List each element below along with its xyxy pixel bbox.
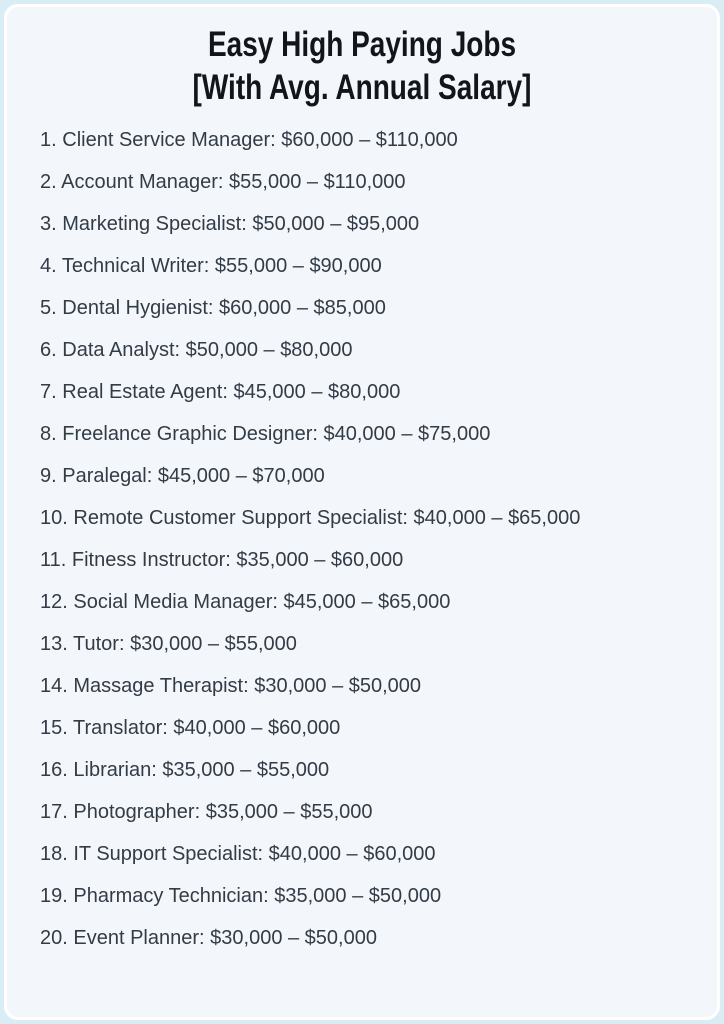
- job-item-number: 13.: [40, 633, 68, 655]
- job-item-number: 2.: [40, 171, 57, 193]
- job-list-item: [40, 119, 701, 161]
- job-item-salary-range: $30,000 – $50,000: [254, 675, 422, 697]
- job-item-number: 20.: [40, 927, 68, 949]
- job-list-item: [40, 917, 701, 959]
- job-list-item: [40, 791, 701, 833]
- job-item-salary-range: $50,000 – $80,000: [185, 339, 353, 361]
- job-item-number: 14.: [40, 675, 68, 697]
- job-item-salary-range: $40,000 – $65,000: [413, 507, 581, 529]
- job-item-title: Librarian:: [73, 759, 157, 781]
- job-list-item: [40, 245, 701, 287]
- job-item-number: 7.: [40, 381, 57, 403]
- job-item-title: Marketing Specialist:: [62, 213, 247, 235]
- job-item-title: Social Media Manager:: [73, 591, 278, 613]
- job-item-number: 3.: [40, 213, 57, 235]
- page-title: [78, 23, 646, 109]
- job-item-salary-range: $35,000 – $55,000: [162, 759, 330, 781]
- job-list-item: [40, 749, 701, 791]
- job-item-number: 17.: [40, 801, 68, 823]
- job-list-item: [40, 455, 701, 497]
- job-item-number: 12.: [40, 591, 68, 613]
- job-item-title: Tutor:: [73, 633, 125, 655]
- job-item-number: 15.: [40, 717, 68, 739]
- job-list: [7, 119, 717, 959]
- job-item-title: IT Support Specialist:: [73, 843, 264, 865]
- job-item-salary-range: $50,000 – $95,000: [252, 213, 420, 235]
- job-list-item: [40, 539, 701, 581]
- job-item-title: Account Manager:: [61, 171, 224, 193]
- job-item-number: 8.: [40, 423, 57, 445]
- job-item-salary-range: $30,000 – $55,000: [130, 633, 297, 655]
- job-list-item: [40, 329, 701, 371]
- job-item-number: 10.: [40, 507, 68, 529]
- job-item-title: Data Analyst:: [62, 339, 181, 361]
- job-item-salary-range: $35,000 – $60,000: [236, 549, 404, 571]
- job-item-title: Fitness Instructor:: [71, 549, 231, 571]
- job-item-title: Translator:: [73, 717, 168, 739]
- job-item-title: Paralegal:: [62, 465, 153, 487]
- job-item-title: Pharmacy Technician:: [73, 885, 269, 907]
- job-list-item: [40, 497, 701, 539]
- page-title-line-2: [With Avg. Annual Salary]: [192, 68, 532, 107]
- job-item-salary-range: $55,000 – $110,000: [229, 171, 406, 193]
- job-item-number: 6.: [40, 339, 57, 361]
- job-item-title: Massage Therapist:: [73, 675, 249, 697]
- job-list-item: [40, 623, 701, 665]
- job-item-salary-range: $40,000 – $75,000: [323, 423, 491, 445]
- job-item-title: Technical Writer:: [61, 255, 210, 277]
- job-item-salary-range: $55,000 – $90,000: [214, 255, 382, 277]
- job-item-salary-range: $60,000 – $85,000: [219, 297, 386, 319]
- content-card: [4, 4, 720, 1020]
- job-list-item: [40, 161, 701, 203]
- job-item-title: Remote Customer Support Specialist:: [73, 507, 408, 529]
- job-list-item: [40, 875, 701, 917]
- job-item-number: 5.: [40, 297, 57, 319]
- job-item-number: 1.: [40, 129, 57, 151]
- job-list-item: [40, 833, 701, 875]
- job-item-title: Client Service Manager:: [62, 129, 276, 151]
- job-item-salary-range: $45,000 – $70,000: [157, 465, 325, 487]
- job-item-number: 4.: [40, 255, 57, 277]
- job-list-item: [40, 287, 701, 329]
- job-item-salary-range: $35,000 – $55,000: [205, 801, 373, 823]
- job-item-number: 16.: [40, 759, 68, 781]
- job-item-salary-range: $60,000 – $110,000: [281, 129, 458, 151]
- job-list-item: [40, 413, 701, 455]
- job-item-salary-range: $40,000 – $60,000: [268, 843, 436, 865]
- job-item-salary-range: $45,000 – $80,000: [233, 381, 401, 403]
- page-title-line-1: Easy High Paying Jobs: [207, 25, 517, 64]
- job-item-salary-range: $45,000 – $65,000: [283, 591, 451, 613]
- job-item-salary-range: $35,000 – $50,000: [274, 885, 442, 907]
- job-list-item: [40, 581, 701, 623]
- job-item-number: 19.: [40, 885, 68, 907]
- job-item-title: Freelance Graphic Designer:: [62, 423, 318, 445]
- job-item-number: 18.: [40, 843, 68, 865]
- job-list-item: [40, 707, 701, 749]
- job-item-number: 11.: [40, 549, 67, 571]
- job-list-item: [40, 371, 701, 413]
- job-list-item: [40, 203, 701, 245]
- job-item-number: 9.: [40, 465, 57, 487]
- job-item-title: Real Estate Agent:: [62, 381, 228, 403]
- job-list-item: [40, 665, 701, 707]
- job-item-salary-range: $40,000 – $60,000: [173, 717, 341, 739]
- job-item-salary-range: $30,000 – $50,000: [210, 927, 377, 949]
- job-item-title: Dental Hygienist:: [62, 297, 214, 319]
- job-item-title: Photographer:: [73, 801, 201, 823]
- job-item-title: Event Planner:: [73, 927, 205, 949]
